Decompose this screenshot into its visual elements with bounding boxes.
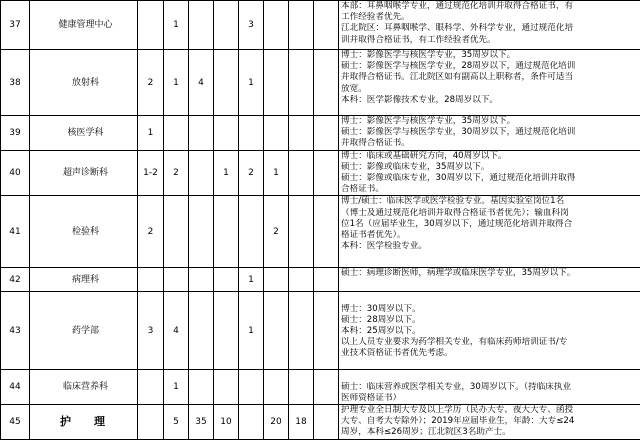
- row-number: 43: [1, 292, 30, 370]
- row-number: 44: [1, 370, 30, 405]
- requirement-line: 硕士：28周岁以下。: [341, 315, 638, 326]
- headcount-cell: [214, 196, 239, 268]
- headcount-cell: [189, 292, 214, 370]
- headcount-cell: [289, 116, 314, 151]
- headcount-cell: [138, 1, 164, 50]
- requirement-line: 本科：25周岁以下。: [341, 326, 638, 337]
- headcount-cell: [214, 292, 239, 370]
- headcount-cell: [264, 268, 289, 292]
- headcount-cell: [138, 370, 164, 405]
- headcount-cell: [138, 268, 164, 292]
- requirement-line: 以上人员专业要求为药学相关专业，有临床药师培训证书/专: [341, 337, 638, 348]
- requirement-line: 硕士：影像医学与核医学专业，28周岁以下，通过规范化培训: [341, 61, 638, 72]
- row-number: 41: [1, 196, 30, 268]
- requirements-cell: [339, 268, 640, 292]
- headcount-cell: 1: [239, 268, 264, 292]
- department-name: 检验科: [30, 196, 138, 268]
- headcount-cell: [239, 370, 264, 405]
- table-row: [1, 1, 640, 50]
- requirement-line: 格证书者优先）。: [341, 230, 638, 241]
- headcount-cell: [264, 292, 289, 370]
- headcount-cell: 4: [164, 292, 189, 370]
- headcount-cell: [189, 268, 214, 292]
- headcount-cell: 4: [189, 50, 214, 116]
- headcount-cell: [214, 1, 239, 50]
- headcount-cell: 1: [164, 50, 189, 116]
- department-name: 放射科: [30, 50, 138, 116]
- requirement-line: 并取得合格证书。江北院区如有副高以上职称者，条件可适当: [341, 72, 638, 83]
- requirement-line: 护理专业全日制大专及以上学历（民办大专、夜大大专、函授: [341, 405, 638, 416]
- requirement-line: 大专、自考大专除外）；2019年应届毕业生，年龄：大专≤24: [341, 416, 638, 427]
- headcount-cell: [289, 196, 314, 268]
- requirement-line: 训并取得合格证书，有工作经验者优先。: [341, 35, 638, 46]
- department-name: 药学部: [30, 292, 138, 370]
- table-row: [1, 370, 640, 405]
- requirement-line: 业技术资格证书者优先考虑。: [341, 348, 638, 359]
- department-name: 健康管理中心: [30, 1, 138, 50]
- headcount-cell: [239, 405, 264, 440]
- headcount-cell: [189, 116, 214, 151]
- headcount-cell: [189, 1, 214, 50]
- requirement-line: 硕士：影像医学与核医学专业，30周岁以下，通过规范化培训: [341, 127, 638, 138]
- row-number: 45: [1, 405, 30, 440]
- requirement-line: 博士：30周岁以下。: [341, 304, 638, 315]
- department-name: 临床营养科: [30, 370, 138, 405]
- headcount-cell: 1: [164, 370, 189, 405]
- requirement-line: 周岁，本科≤26周岁；江北院区3名助产士。: [341, 427, 638, 438]
- table-row: [1, 292, 640, 370]
- requirement-line: 硕士：临床营养或医学相关专业，30周岁以下。（持临床执业: [341, 382, 638, 393]
- headcount-cell: [239, 196, 264, 268]
- requirement-line: 博士/硕士：临床医学或医学检验专业。基因实验室岗位1名: [341, 196, 638, 207]
- requirement-line: 本科：医学影像技术专业，28周岁以下。: [341, 95, 638, 106]
- requirements-cell: [339, 1, 640, 50]
- headcount-cell: [189, 150, 214, 196]
- requirements-cell: [339, 50, 640, 116]
- table-row: [1, 268, 640, 292]
- headcount-cell: 10: [214, 405, 239, 440]
- requirement-line: [341, 370, 638, 381]
- headcount-cell: [289, 292, 314, 370]
- headcount-cell: [314, 50, 339, 116]
- headcount-cell: 1: [239, 292, 264, 370]
- requirement-line: 医师资格证书）: [341, 393, 638, 404]
- table-row: [1, 116, 640, 151]
- headcount-cell: 3: [138, 292, 164, 370]
- headcount-cell: [289, 268, 314, 292]
- headcount-cell: [314, 370, 339, 405]
- requirement-line: 工作经验者优先。: [341, 12, 638, 23]
- row-number: 38: [1, 50, 30, 116]
- headcount-cell: 1-2: [138, 150, 164, 196]
- headcount-cell: 1: [239, 50, 264, 116]
- headcount-cell: [214, 268, 239, 292]
- headcount-cell: [138, 405, 164, 440]
- requirement-line: 博士：影像医学与核医学专业，35周岁以下。: [341, 50, 638, 61]
- headcount-cell: 18: [289, 405, 314, 440]
- requirements-cell: [339, 196, 640, 268]
- headcount-cell: 1: [164, 1, 189, 50]
- headcount-cell: [164, 196, 189, 268]
- table-row: [1, 50, 640, 116]
- requirement-line: 并取得合格证书。: [341, 138, 638, 149]
- headcount-cell: [264, 370, 289, 405]
- headcount-cell: [289, 1, 314, 50]
- requirement-line: 博士：影像医学与核医学专业，35周岁以下。: [341, 116, 638, 127]
- requirement-line: 硕士：影像或临床专业，30周岁以下，通过规范化培训并取得: [341, 173, 638, 184]
- table-row: [1, 405, 640, 440]
- department-name: 核医学科: [30, 116, 138, 151]
- headcount-cell: 1: [138, 116, 164, 151]
- requirements-cell: [339, 405, 640, 440]
- headcount-cell: 3: [239, 1, 264, 50]
- headcount-cell: 2: [264, 196, 289, 268]
- headcount-cell: [314, 150, 339, 196]
- headcount-cell: [214, 116, 239, 151]
- headcount-cell: [239, 116, 264, 151]
- department-name: 病理科: [30, 268, 138, 292]
- headcount-cell: 2: [164, 150, 189, 196]
- department-name: 超声诊断科: [30, 150, 138, 196]
- headcount-cell: [164, 116, 189, 151]
- headcount-cell: 2: [138, 196, 164, 268]
- requirement-line: 合格证书。: [341, 184, 638, 195]
- requirement-line: [341, 292, 638, 303]
- requirements-cell: [339, 292, 640, 370]
- requirement-line: 硕士：病理诊断医师，病理学或临床医学专业，35周岁以下。: [341, 268, 638, 279]
- headcount-cell: 2: [239, 150, 264, 196]
- headcount-cell: [264, 1, 289, 50]
- table-row: [1, 150, 640, 196]
- headcount-cell: [214, 50, 239, 116]
- requirement-line: 博士：临床或基础研究方向，40周岁以下。: [341, 151, 638, 162]
- headcount-cell: [264, 116, 289, 151]
- requirements-cell: [339, 150, 640, 196]
- requirement-line: 位1名（应届毕业生，30周岁以下，通过规范化培训并取得合: [341, 219, 638, 230]
- requirements-cell: [339, 370, 640, 405]
- requirement-line: 放宽。: [341, 84, 638, 95]
- requirement-line: 本部：耳鼻咽喉学专业，通过规范化培训并取得合格证书，有: [341, 1, 638, 12]
- row-number: 39: [1, 116, 30, 151]
- headcount-cell: 20: [264, 405, 289, 440]
- requirement-line: 硕士：影像或临床专业，35周岁以下。: [341, 162, 638, 173]
- department-name: 护 理: [30, 405, 138, 440]
- headcount-cell: 5: [164, 405, 189, 440]
- headcount-cell: [314, 1, 339, 50]
- headcount-cell: [189, 196, 214, 268]
- headcount-cell: [314, 196, 339, 268]
- headcount-cell: 2: [138, 50, 164, 116]
- headcount-cell: [264, 50, 289, 116]
- row-number: 40: [1, 150, 30, 196]
- headcount-cell: [289, 150, 314, 196]
- requirements-cell: [339, 116, 640, 151]
- headcount-cell: [314, 292, 339, 370]
- headcount-cell: 1: [264, 150, 289, 196]
- headcount-cell: 35: [189, 405, 214, 440]
- requirement-line: 本科：医学检验专业。: [341, 241, 638, 252]
- headcount-cell: [314, 116, 339, 151]
- headcount-cell: [289, 50, 314, 116]
- headcount-cell: [314, 268, 339, 292]
- headcount-cell: [164, 268, 189, 292]
- row-number: 37: [1, 1, 30, 50]
- requirement-line: 江北院区：耳鼻咽喉学、眼科学、外科学专业，通过规范化培: [341, 23, 638, 34]
- row-number: 42: [1, 268, 30, 292]
- headcount-cell: [314, 405, 339, 440]
- table-row: [1, 196, 640, 268]
- requirement-line: （博士及通过规范化培训并取得合格证书者优先）；输血科岗: [341, 208, 638, 219]
- headcount-cell: [289, 370, 314, 405]
- headcount-cell: [214, 370, 239, 405]
- headcount-cell: 1: [214, 150, 239, 196]
- headcount-cell: [189, 370, 214, 405]
